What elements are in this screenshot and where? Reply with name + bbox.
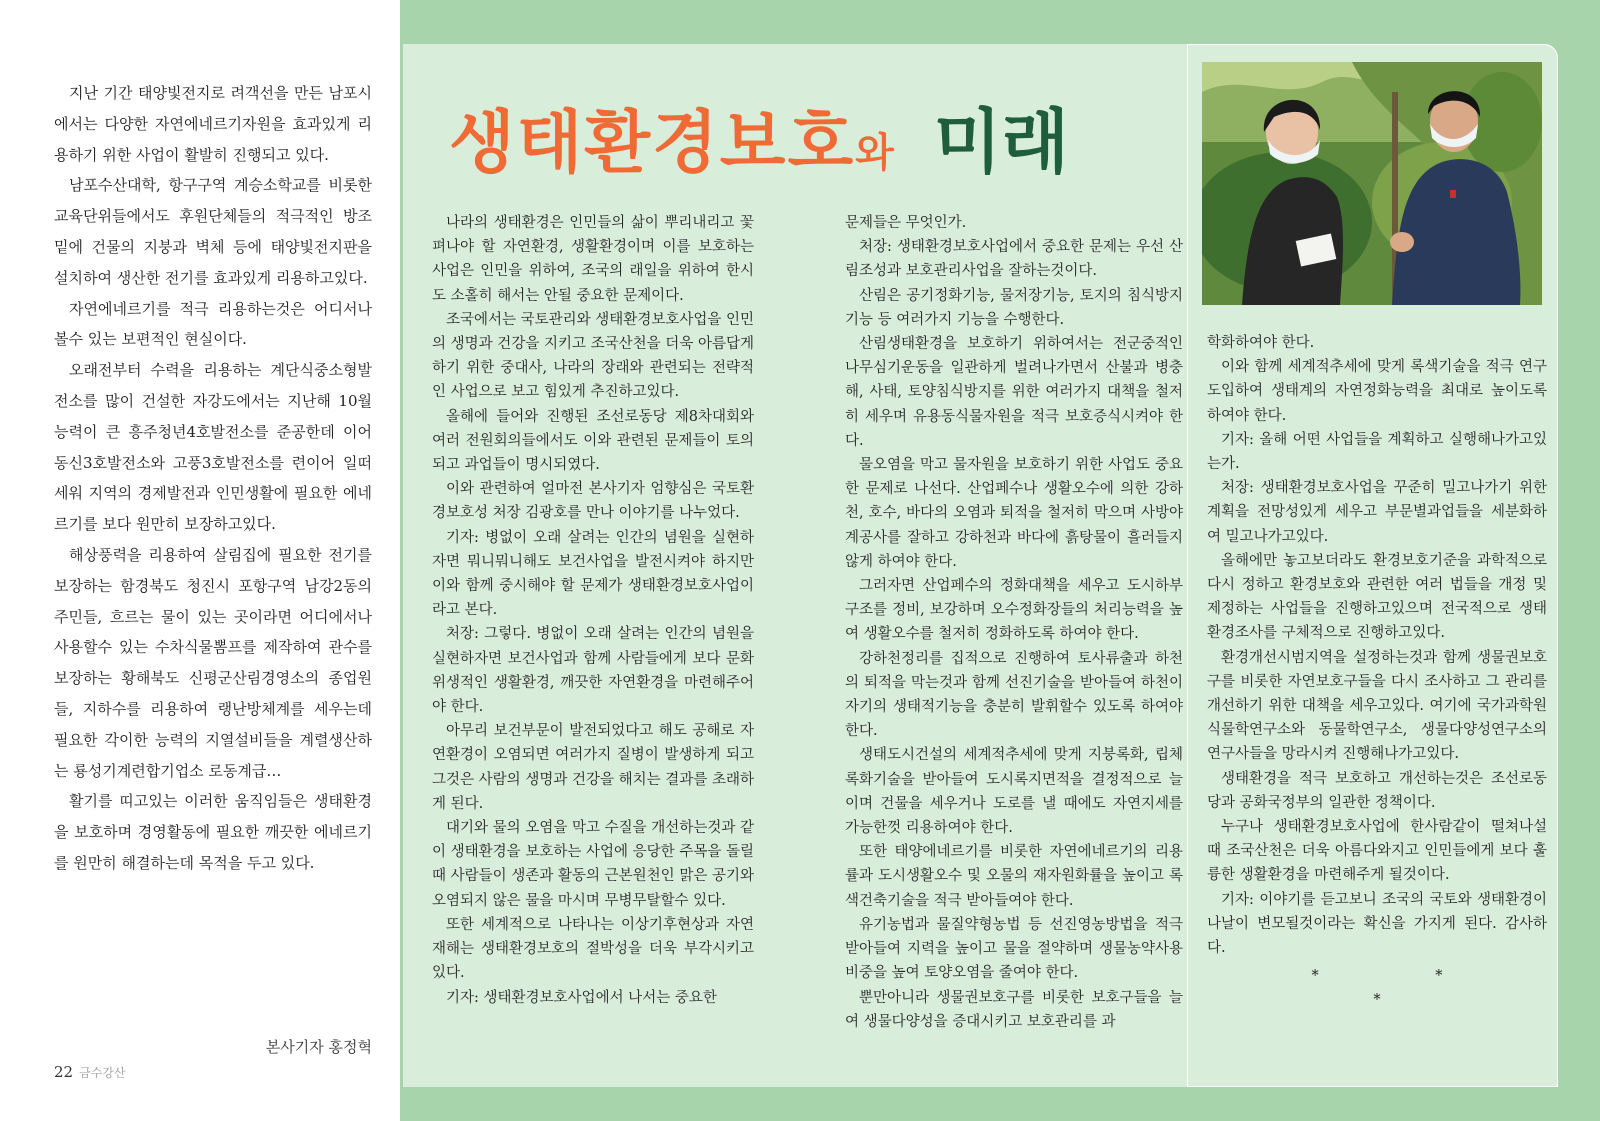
article-paragraph: 생태환경을 적극 보호하고 개선하는것은 조선로동당과 공화국정부의 일관한 정책이다. xyxy=(1207,770,1547,811)
article-paragraph: 조국에서는 국토관리와 생태환경보호사업을 인민의 생명과 건강을 지키고 조국산천을 더욱 아름답게 하기 위한 중대사, 나라의 장래와 관련되는 전략적인 사업으로 보고 힘있게 추진하고있다. xyxy=(432,311,754,401)
article-paragraph: 문제들은 무엇인가. xyxy=(845,215,967,231)
article-paragraph: 대기와 물의 오염을 막고 수질을 개선하는것과 같이 생태환경을 보호하는 사업에 응당한 주목을 돌릴 때 사람들이 생존과 활동의 근본원천인 맑은 공기와 오염되지 않은 물을 마시며 무병무탈할수 있다. xyxy=(432,820,754,909)
article-paragraph: 기자: 올해 어떤 사업들을 계획하고 실행해나가고있는가. xyxy=(1207,431,1547,473)
article-paragraph: 산림은 공기정화기능, 물저장기능, 토지의 침식방지기능 등 여러가지 기능을 수행한다. xyxy=(845,287,1183,328)
left-page xyxy=(0,0,400,1121)
article-paragraph: 생태도시건설의 세계적추세에 맞게 지붕록화, 립체록화기술을 받아들여 도시록지면적을 결정적으로 늘이며 건물을 세우거나 도로를 낼 때에도 자연지세를 가능한껏 리용하여야 한다. xyxy=(845,747,1183,837)
page-number: 22 xyxy=(54,1063,74,1081)
title-part-future: 미래 xyxy=(933,100,1070,183)
article-title xyxy=(449,86,1069,187)
article-paragraph: 올해에만 놓고보더라도 환경보호기준을 과학적으로 다시 정하고 환경보호와 관련한 여러 법들을 개정 및 제정하는 사업들을 진행하고있으며 전국적으로 생태환경조사를 구체적으로 진행하고있다. xyxy=(1207,552,1547,642)
article-paragraph: 뿐만아니라 생물권보호구를 비롯한 보호구들을 늘여 생물다양성을 증대시키고 보호관리를 과 xyxy=(845,989,1183,1030)
article-paragraph: 나라의 생태환경은 인민들의 삶이 뿌리내리고 꽃펴나야 할 자연환경, 생활환경이며 이를 보호하는 사업은 인민을 위하여, 조국의 래일을 위하여 한시도 소홀히 해서는 안될 중요한 문제이다. xyxy=(432,215,754,304)
page-folio xyxy=(54,1063,125,1081)
article-paragraph: 처장: 생태환경보호사업에서 중요한 문제는 우선 산림조성과 보호관리사업을 잘하는것이다. xyxy=(845,239,1183,280)
interview-photo xyxy=(1202,62,1542,305)
article-paragraph: 기자: 병없이 오래 살려는 인간의 념원을 실현하자면 뭐니뭐니해도 보건사업을 발전시켜야 하지만 이와 함께 중시해야 할 문제가 생태환경보호사업이라고 본다. xyxy=(432,529,754,619)
article-paragraph: 강하천정리를 집적으로 진행하여 토사류출과 하천의 퇴적을 막는것과 함께 선진기술을 받아들여 하천이 자기의 생태적기능을 충분히 발휘할수 있도록 하여야 한다. xyxy=(845,650,1183,740)
article-paragraph: 유기농법과 물질약형농법 등 선진영농방법을 적극 받아들여 지력을 높이고 물을 절약하며 생물농약사용비중을 높여 토양오염을 줄여야 한다. xyxy=(845,916,1183,982)
article-paragraph: 학화하여야 한다. xyxy=(1207,335,1315,351)
article-column-1 xyxy=(432,211,754,1010)
left-article-body xyxy=(54,78,372,879)
left-paragraph: 해상풍력을 리용하여 살림집에 필요한 전기를 보장하는 함경북도 청진시 포항구역 남강2동의 주민들, 흐르는 물이 있는 곳이라면 어디에서나 사용할수 있는 수차식물뽐프를 제작하여 관수를 보장하는 황해북도 신평군산림경영소의 종업원들, 지하수를 리용하여 랭난방체계를 세우는데 필요한 각이한 능력의 지열설비들을 계렬생산하는 룡성기계련합기업소 로동계급… xyxy=(54,545,372,780)
left-paragraph: 남포수산대학, 항구구역 계승소학교를 비롯한 교육단위들에서도 후원단체들의 적극적인 방조밑에 건물의 지붕과 벽체 등에 태양빛전지판을 설치하여 생산한 전기를 효과있게 리용하고있다. xyxy=(54,176,372,287)
magazine-name: 금수강산 xyxy=(79,1066,126,1080)
article-paragraph: 산림생태환경을 보호하기 위하여서는 전군중적인 나무심기운동을 일관하게 벌려나가면서 산불과 병충해, 사태, 토양침식방지를 위한 여러가지 대책을 철저히 세우며 유용동식물자원을 적극 보호증식시켜야 한다. xyxy=(845,336,1183,449)
article-paragraph: 기자: 생태환경보호사업에서 나서는 중요한 xyxy=(446,989,717,1006)
left-paragraph: 자연에네르기를 적극 리용하는것은 어디서나 볼수 있는 보편적인 현실이다. xyxy=(54,299,372,349)
end-mark: * * * xyxy=(1311,968,1499,1009)
article-paragraph: 물오염을 막고 물자원을 보호하기 위한 사업도 중요한 문제로 나선다. 산업페수나 생활오수에 의한 강하천, 호수, 바다의 오염과 퇴적을 철저히 막으며 사방야계공사를 잘하고 강하천과 바다에 흙탕물이 흘러들지 않게 하여야 한다. xyxy=(845,457,1183,570)
article-paragraph: 아무리 보건부문이 발전되었다고 해도 공해로 자연환경이 오염되면 여러가지 질병이 발생하게 되고 그것은 사람의 생명과 건강을 해치는 결과를 초래하게 된다. xyxy=(432,723,754,812)
title-part-and: 와 xyxy=(855,130,894,176)
article-paragraph: 처장: 생태환경보호사업을 꾸준히 밀고나가기 위한 계획을 전망성있게 세우고 부문별과업들을 세분화하여 밀고나가고있다. xyxy=(1207,480,1547,545)
article-column-2 xyxy=(845,211,1183,1034)
article-paragraph: 이와 관련하여 얼마전 본사기자 엄향심은 국토환경보호성 처장 김광호를 만나 이야기를 나누었다. xyxy=(432,481,754,522)
article-paragraph: 또한 태양에네르기를 비롯한 자연에네르기의 리용률과 도시생활오수 및 오물의 재자원화률을 높이고 록색건축기술을 적극 받아들여야 한다. xyxy=(845,844,1183,909)
article-paragraph: 그러자면 산업페수의 정화대책을 세우고 도시하부구조를 정비, 보강하며 오수정화장들의 처리능력을 높여 생활오수를 철저히 정화하도록 하여야 한다. xyxy=(845,578,1183,643)
left-paragraph: 지난 기간 태양빛전지로 려객선을 만든 남포시에서는 다양한 자연에네르기자원을 효과있게 리용하기 위한 사업이 활발히 진행되고 있다. xyxy=(54,84,372,164)
title-part-environment: 생태환경보호 xyxy=(449,104,856,183)
left-paragraph: 오래전부터 수력을 리용하는 계단식중소형발전소를 많이 건설한 자강도에서는 지난해 10월 능력이 큰 흥주청년4호발전소를 준공한데 이어 동신3호발전소와 고풍3호발전소를 련이어 일떠세워 지역의 경제발전과 인민생활에 필요한 에네르기를 보다 원만히 보장하고있다. xyxy=(54,361,372,534)
article-paragraph: 기자: 이야기를 듣고보니 조국의 국토와 생태환경이 나날이 변모될것이라는 확신을 가지게 된다. 감사하다. xyxy=(1207,891,1547,957)
article-paragraph: 처장: 그렇다. 병없이 오래 살려는 인간의 념원을 실현하자면 보건사업과 함께 사람들에게 보다 문화위생적인 생활환경, 깨끗한 자연환경을 마련해주어야 한다. xyxy=(432,626,754,716)
left-paragraph: 활기를 띠고있는 이러한 움직임들은 생태환경을 보호하며 경영활동에 필요한 깨끗한 에네르기를 원만히 해결하는데 목적을 두고 있다. xyxy=(54,792,372,872)
photo-illustration xyxy=(1202,62,1542,305)
article-column-3 xyxy=(1207,331,1547,1013)
article-paragraph: 또한 세계적으로 나타나는 이상기후현상과 자연재해는 생태환경보호의 절박성을 더욱 부각시키고있다. xyxy=(432,916,754,982)
article-paragraph: 누구나 생태환경보호사업에 한사람같이 떨쳐나설 때 조국산천은 더욱 아름다와지고 인민들에게 보다 훌륭한 생활환경을 마련해주게 될것이다. xyxy=(1207,819,1547,884)
article-paragraph: 환경개선시범지역을 설정하는것과 함께 생물권보호구를 비롯한 자연보호구들을 다시 조사하고 그 관리를 개선하기 위한 대책을 세우고있다. 여기에 국가과학원 식물학연구소와 동물학연구소, 생물다양성연구소의 연구사들을 망라시켜 진행해나가고있다. xyxy=(1207,649,1547,763)
article-paragraph: 이와 함께 세계적추세에 맞게 록색기술을 적극 연구도입하여 생태계의 자연정화능력을 최대로 높이도록 하여야 한다. xyxy=(1207,359,1547,424)
byline: 본사기자 홍정혁 xyxy=(265,1038,372,1056)
article-paragraph: 올해에 들어와 진행된 조선로동당 제8차대회와 여러 전원회의들에서도 이와 관련된 문제들이 토의되고 과업들이 명시되였다. xyxy=(432,408,754,474)
